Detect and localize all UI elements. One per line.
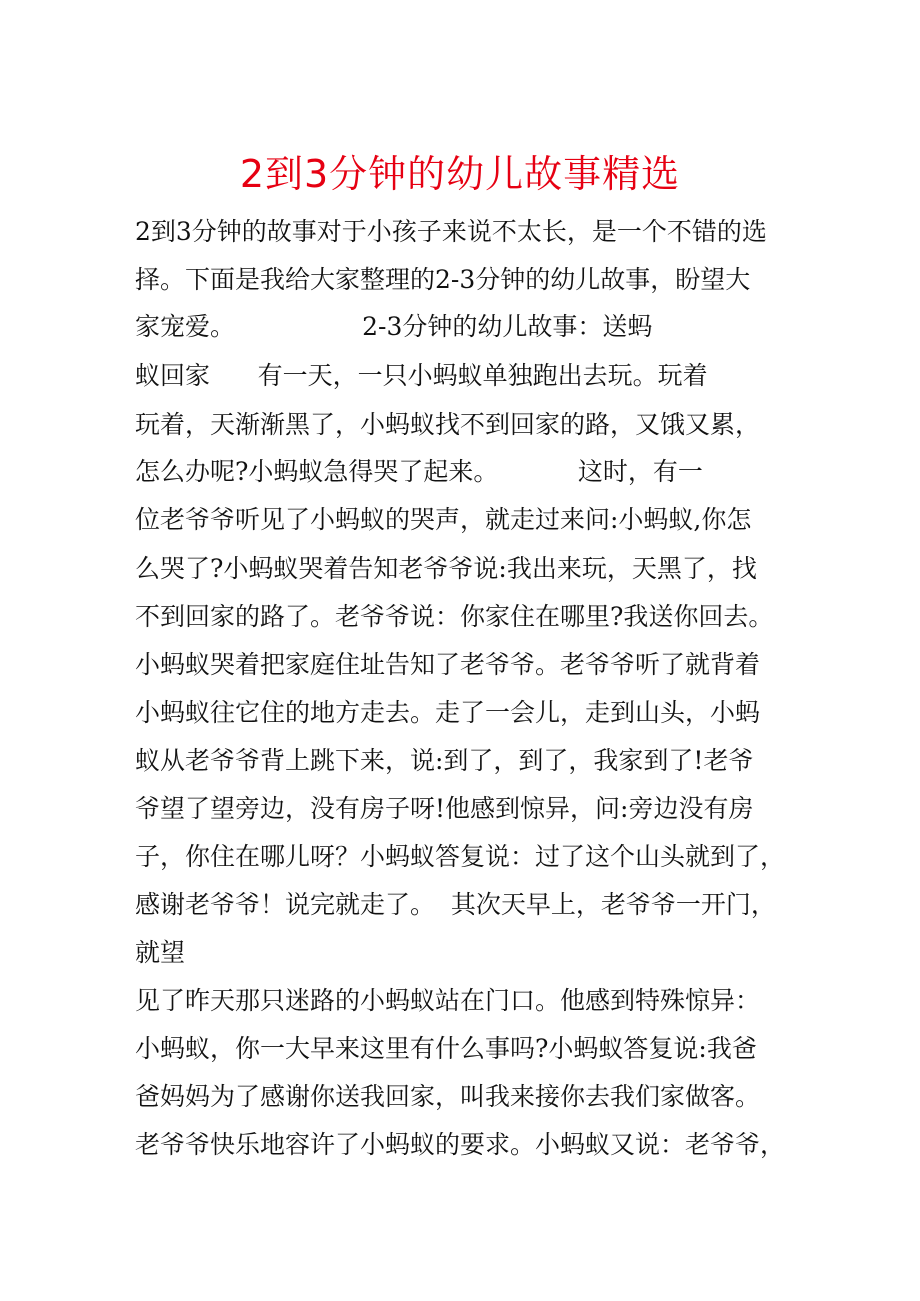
- body-line: 择。下面是我给大家整理的2-3分钟的幼儿故事，盼望大: [135, 265, 751, 294]
- body-line: 么哭了?小蚂蚁哭着告知老爷爷说:我出来玩，天黑了，找: [135, 554, 757, 583]
- body-line: 2到3分钟的故事对于小孩子来说不太长，是一个不错的选: [135, 217, 767, 246]
- body-line: 玩着，天渐渐黑了，小蚂蚁找不到回家的路，又饿又累，: [135, 410, 761, 439]
- body-line: 家宠爱。 2-3分钟的幼儿故事：送蚂: [135, 312, 653, 341]
- body-line: 小蚂蚁往它住的地方走去。走了一会儿，走到山头，小蚂: [135, 698, 761, 727]
- body-line: 感谢老爷爷！说完就走了。 其次天早上，老爷爷一开门，: [135, 890, 776, 919]
- body-line: 位老爷爷听见了小蚂蚁的哭声，就走过来问:小蚂蚁,你怎: [135, 505, 752, 534]
- body-line: 见了昨天那只迷路的小蚂蚁站在门口。他感到特殊惊异：: [135, 986, 761, 1015]
- body-line: 爸妈妈为了感谢你送我回家，叫我来接你去我们家做客。: [135, 1082, 761, 1111]
- document-title: 2到3分钟的幼儿故事精选: [239, 152, 681, 196]
- body-line: 子，你住在哪儿呀？小蚂蚁答复说：过了这个山头就到了，: [135, 842, 786, 871]
- body-line: 小蚂蚁，你一大早来这里有什么事吗?小蚂蚁答复说:我爸: [135, 1034, 757, 1063]
- body-line: 不到回家的路了。老爷爷说：你家住在哪里?我送你回去。: [135, 602, 774, 631]
- body-line: 蚁回家 有一天，一只小蚂蚁单独跑出去玩。玩着: [135, 361, 708, 390]
- body-line: 小蚂蚁哭着把家庭住址告知了老爷爷。老爷爷听了就背着: [135, 650, 761, 679]
- body-line: 蚁从老爷爷背上跳下来，说:到了，到了，我家到了!老爷: [135, 746, 754, 775]
- body-line: 就望: [135, 938, 186, 967]
- body-line: 怎么办呢?小蚂蚁急得哭了起来。 这时，有一: [135, 457, 703, 486]
- body-line: 爷望了望旁边，没有房子呀!他感到惊异，问:旁边没有房: [135, 794, 754, 823]
- body-line: 老爷爷快乐地容许了小蚂蚁的要求。小蚂蚁又说：老爷爷，: [135, 1130, 786, 1159]
